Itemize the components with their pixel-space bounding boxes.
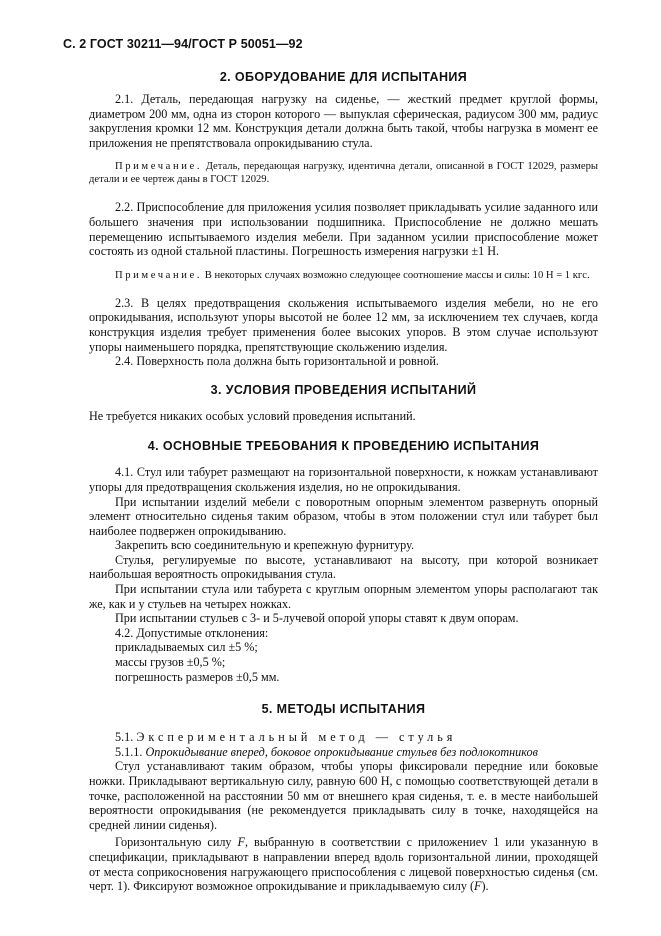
- paragraph-swivel: При испытании изделий мебели с поворотным опорным элементом развернуть опорный элемент относительно сиденья таким образом, чтобы в этом положении стул или табурет был наиболее подвержен опрокидыванию.: [89, 494, 598, 538]
- paragraph-beam: При испытании стульев с 3- и 5-лучевой опорой упоры ставят к двум опорам.: [115, 611, 519, 626]
- paragraph-round: При испытании стула или табурета с круглым опорным элементом упоры располагают так же, как и у стульев на четырех ножках.: [89, 582, 598, 611]
- page-content: [89, 64, 598, 894]
- paragraph-4-1: 4.1. Стул или табурет размещают на горизонтальной поверхности, к ножкам устанавливают упоры для предотвращения скольжения изделия, но не опрокидывания.: [89, 465, 598, 494]
- paragraph-3-1: Не требуется никаких особых условий проведения испытаний.: [89, 408, 416, 423]
- section-3-heading: 3. УСЛОВИЯ ПРОВЕДЕНИЯ ИСПЫТАНИЙ: [210, 382, 477, 397]
- note-2-label: Примечание.: [115, 269, 203, 281]
- subsection-5-1-title: Экспериментальный метод — стулья: [136, 730, 457, 745]
- paragraph-setup: Стул устанавливают таким образом, чтобы упоры фиксировали передние или боковые ножки. Прикладывают вертикальную силу, равную 600 Н, с помощью соответствующей детали в точке, расположенной на расстоянии 50 мм от внешнего края сиденья, т. е. в месте наибольшей вероятности опрокидывания (не рекомендуется прикладывать силу в точке, находящейся на средней линии сиденья).: [89, 759, 598, 832]
- force-text-a: Горизонтальную силу: [115, 835, 238, 850]
- note-1-label: Примечание.: [115, 161, 203, 173]
- force-text-b: , выбранную в соответствии с приложениеv 1 или указанную в спецификации, прикладывают в направлении вперед вдоль горизонтальной линии, проходящей от места соприкосновения нагружающего приспособления с лицевой поверхностью сиденья (см. черт. 1). Фиксируют возможное опрокидывание и прикладываемую силу (: [89, 835, 598, 894]
- running-head: С. 2 ГОСТ 30211—94/ГОСТ Р 50051—92: [63, 37, 303, 51]
- paragraph-2-4: 2.4. Поверхность пола должна быть горизонтальной и ровной.: [115, 354, 439, 369]
- tolerance-dimensions: погрешность размеров ±0,5 мм.: [115, 669, 280, 684]
- note-2-text: В некоторых случаях возможно следующее соотношение массы и силы: 10 Н = 1 кгс.: [204, 269, 590, 281]
- section-5-heading: 5. МЕТОДЫ ИСПЫТАНИЯ: [261, 702, 426, 717]
- tolerance-masses: массы грузов ±0,5 %;: [115, 655, 226, 670]
- force-text-c: ).: [481, 879, 489, 894]
- paragraph-height: Стулья, регулируемые по высоте, устанавливают на высоту, при которой возникает наибольшая вероятность опрокидывания стула.: [89, 552, 598, 582]
- paragraph-2-1: 2.1. Деталь, передающая нагрузку на сиденье, — жесткий предмет круглой формы, диаметром 200 мм, одна из сторон которого — выпуклая сферическая, радиусом 300 мм, радиус закругления кромки 12 мм. Конструкция детали должна быть такой, чтобы нагрузка в момент ее приложения не препятствовала опрокидыванию стула.: [89, 92, 598, 150]
- paragraph-fasten: Закрепить всю соединительную и крепежную фурнитуру.: [115, 538, 415, 553]
- note-1-text: Деталь, передающая нагрузку, идентична детали, описанной в ГОСТ 12029, размеры детали и ее чертеж даны в ГОСТ 12029.: [89, 161, 598, 186]
- tolerance-forces: прикладываемых сил ±5 %;: [115, 640, 258, 655]
- force-symbol-f: F: [237, 835, 245, 850]
- force-symbol-f-2: F: [474, 879, 482, 894]
- paragraph-horizontal-force: [89, 835, 598, 893]
- subsection-5-1-1: [89, 745, 598, 760]
- subsection-5-1-1-number: 5.1.1.: [115, 744, 143, 759]
- paragraph-2-2: 2.2. Приспособление для приложения усилия позволяет прикладывать усилие заданного или большего значения при использовании подшипника. Приспособление не должно мешать перемещению испытываемого изделия мебели. При заданном усилии приспособление может состоять из одной стальной пластины. Погрешность измерения нагрузки ±1 Н.: [89, 200, 598, 259]
- note-2: [89, 269, 598, 282]
- subsection-5-1: [89, 730, 598, 745]
- section-4-heading: 4. ОСНОВНЫЕ ТРЕБОВАНИЯ К ПРОВЕДЕНИЮ ИСПЫТАНИЯ: [147, 439, 540, 454]
- paragraph-4-2: 4.2. Допустимые отклонения:: [115, 625, 269, 640]
- subsection-5-1-1-title: Опрокидывание вперед, боковое опрокидывание стульев без подлокотников: [145, 744, 538, 759]
- paragraph-2-3: 2.3. В целях предотвращения скольжения испытываемого изделия мебели, но не его опрокидывания, используют упоры высотой не более 12 мм, за исключением тех случаев, когда конструкция изделия требует применения более высоких упоров. В этом случае используют упоры наименьшего порядка, препятствующие скольжению изделия.: [89, 295, 598, 354]
- section-2-heading: 2. ОБОРУДОВАНИЕ ДЛЯ ИСПЫТАНИЯ: [219, 70, 468, 84]
- subsection-5-1-number: 5.1.: [115, 730, 134, 745]
- note-1: [89, 160, 598, 186]
